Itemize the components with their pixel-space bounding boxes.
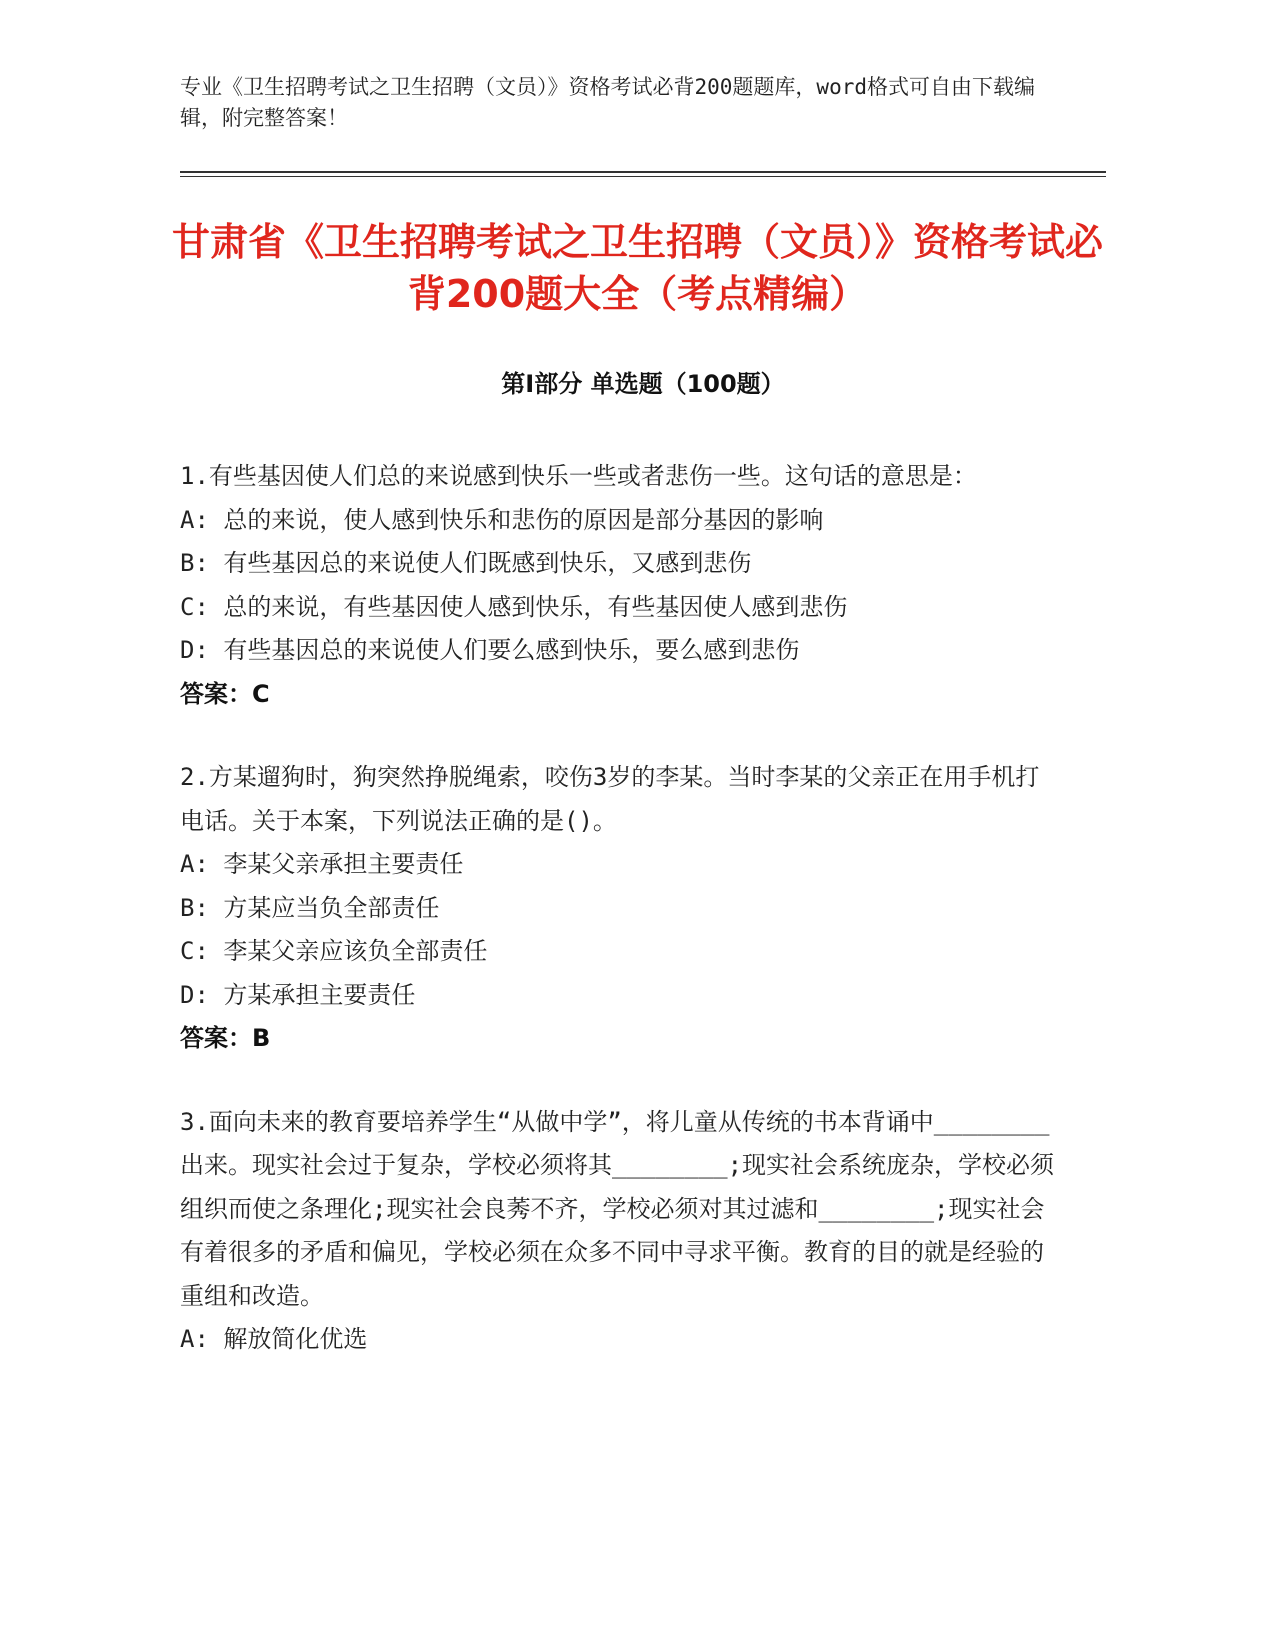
option-a: A: 李某父亲承担主要责任 — [180, 850, 464, 878]
question-list — [180, 455, 1060, 1402]
option-a: A: 解放简化优选 — [180, 1325, 368, 1353]
question-1 — [180, 455, 1060, 716]
option-b: B: 有些基因总的来说使人们既感到快乐，又感到悲伤 — [180, 549, 752, 577]
answer-line: 答案：C — [180, 679, 270, 708]
question-stem: 2.方某遛狗时，狗突然挣脱绳索，咬伤3岁的李某。当时李某的父亲正在用手机打电话。关于本案，下列说法正确的是()。 — [180, 763, 1040, 835]
header-note: 专业《卫生招聘考试之卫生招聘（文员）》资格考试必背200题题库，word格式可自由下载编辑，附完整答案！ — [180, 75, 1035, 130]
option-a: A: 总的来说，使人感到快乐和悲伤的原因是部分基因的影响 — [180, 505, 824, 534]
section-heading: 第Ⅰ部分 单选题（100题） — [501, 370, 785, 398]
question-stem: 3.面向未来的教育要培养学生“从做中学”，将儿童从传统的书本背诵中________出来。现实社会过于复杂，学校必须将其________;现实社会系统庞杂，学校必须组织而使之条理化;现实社会良莠不齐，学校必须对其过滤和________;现实社会有着很多的矛盾和偏见，学校必须在众多不同中寻求平衡。教育的目的就是经验的重组和改造。 — [180, 1107, 1055, 1310]
option-b: B: 方某应当负全部责任 — [180, 893, 440, 922]
header-divider-thick — [180, 171, 1106, 173]
question-3 — [180, 1101, 1060, 1362]
document-title: 甘肃省《卫生招聘考试之卫生招聘（文员）》资格考试必背200题大全（考点精编） — [171, 220, 1103, 316]
question-stem: 1.有些基因使人们总的来说感到快乐一些或者悲伤一些。这句话的意思是： — [180, 462, 977, 490]
option-c: C: 总的来说，有些基因使人感到快乐，有些基因使人感到悲伤 — [180, 592, 848, 621]
option-c: C: 李某父亲应该负全部责任 — [180, 937, 488, 965]
answer-line: 答案：B — [180, 1024, 271, 1052]
option-d: D: 有些基因总的来说使人们要么感到快乐，要么感到悲伤 — [180, 636, 800, 664]
header-divider-thin — [180, 176, 1106, 177]
question-2 — [180, 756, 1060, 1061]
option-d: D: 方某承担主要责任 — [180, 980, 416, 1009]
